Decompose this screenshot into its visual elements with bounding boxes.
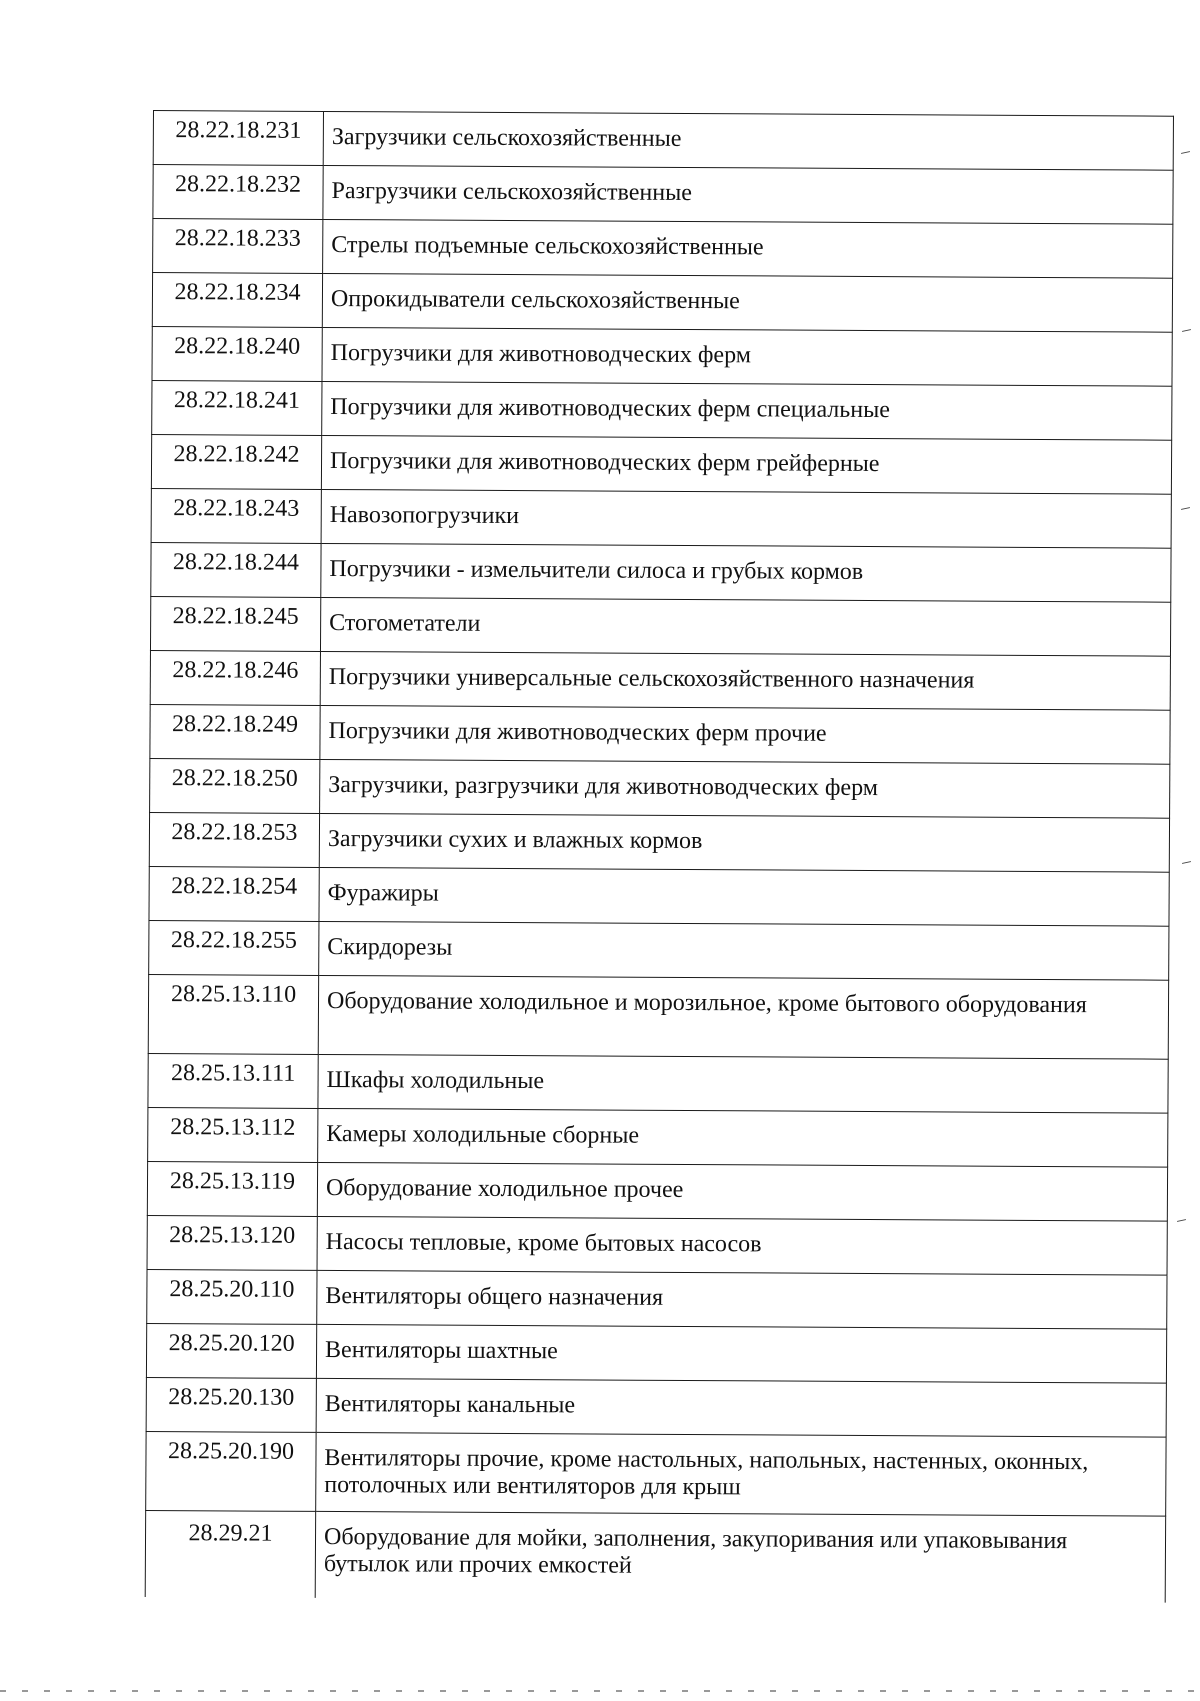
table-row <box>146 1377 1166 1437</box>
table-row <box>150 650 1170 710</box>
table-row <box>151 542 1171 602</box>
code-cell: 28.22.18.249 <box>150 704 320 759</box>
table-row <box>145 1510 1165 1602</box>
table-row <box>148 1053 1168 1113</box>
table-row <box>148 974 1168 1059</box>
table-row <box>149 866 1169 926</box>
name-cell: Оборудование холодильное и морозильное, кроме бытового оборудования <box>318 975 1168 1059</box>
classification-table <box>145 110 1174 1603</box>
table-row <box>151 434 1171 494</box>
name-cell: Загрузчики сухих и влажных кормов <box>319 813 1169 872</box>
code-cell: 28.22.18.244 <box>151 542 321 597</box>
name-cell: Загрузчики, разгрузчики для животноводческих ферм <box>320 759 1170 818</box>
table-row <box>153 219 1173 279</box>
table-row <box>151 488 1171 548</box>
table-row <box>150 704 1170 764</box>
table-row <box>146 1431 1166 1516</box>
name-cell: Вентиляторы общего назначения <box>317 1270 1167 1329</box>
name-cell: Погрузчики - измельчители силоса и грубых кормов <box>321 543 1171 602</box>
code-cell: 28.25.13.119 <box>147 1161 317 1216</box>
code-cell: 28.22.18.255 <box>149 920 319 975</box>
code-cell: 28.22.18.241 <box>152 380 322 435</box>
table-body <box>145 111 1173 1603</box>
name-cell: Погрузчики для животноводческих ферм грейферные <box>321 435 1171 494</box>
name-cell: Насосы тепловые, кроме бытовых насосов <box>317 1216 1167 1275</box>
table-row <box>152 273 1172 333</box>
code-cell: 28.25.20.130 <box>146 1377 316 1432</box>
code-cell: 28.22.18.234 <box>152 273 322 328</box>
name-cell: Вентиляторы шахтные <box>316 1324 1166 1383</box>
code-cell: 28.22.18.250 <box>150 758 320 813</box>
table-row <box>150 758 1170 818</box>
code-cell: 28.25.20.190 <box>146 1431 316 1511</box>
code-cell: 28.22.18.231 <box>153 111 323 166</box>
code-cell: 28.29.21 <box>145 1510 315 1597</box>
scan-bottom-noise <box>0 1690 1200 1692</box>
code-cell: 28.25.20.110 <box>147 1269 317 1324</box>
code-cell: 28.22.18.242 <box>151 434 321 489</box>
table-row <box>153 165 1173 225</box>
code-cell: 28.22.18.245 <box>150 596 320 651</box>
name-cell: Стогометатели <box>320 597 1170 656</box>
code-cell: 28.22.18.233 <box>153 219 323 274</box>
name-cell: Фуражиры <box>319 867 1169 926</box>
code-cell: 28.22.18.246 <box>150 650 320 705</box>
name-cell: Шкафы холодильные <box>318 1054 1168 1113</box>
name-cell: Разгрузчики сельскохозяйственные <box>323 165 1173 224</box>
name-cell: Камеры холодильные сборные <box>318 1108 1168 1167</box>
table-row <box>146 1323 1166 1383</box>
name-cell: Погрузчики для животноводческих ферм специальные <box>322 381 1172 440</box>
code-cell: 28.25.20.120 <box>146 1323 316 1378</box>
name-cell: Погрузчики для животноводческих ферм прочие <box>320 705 1170 764</box>
code-cell: 28.22.18.240 <box>152 326 322 381</box>
scan-edge-mark <box>1181 151 1190 154</box>
name-cell: Вентиляторы канальные <box>316 1378 1166 1437</box>
code-cell: 28.25.13.111 <box>148 1053 318 1108</box>
table-row <box>153 111 1173 171</box>
table-row <box>152 380 1172 440</box>
table-row <box>150 596 1170 656</box>
code-cell: 28.22.18.232 <box>153 165 323 220</box>
name-cell: Погрузчики универсальные сельскохозяйственного назначения <box>320 651 1170 710</box>
scan-edge-mark <box>1177 1219 1186 1222</box>
scan-edge-mark <box>1182 861 1191 864</box>
code-cell: 28.22.18.243 <box>151 488 321 543</box>
name-cell: Оборудование холодильное прочее <box>317 1162 1167 1221</box>
scan-edge-mark <box>1182 329 1191 332</box>
name-cell: Навозопогрузчики <box>321 489 1171 548</box>
name-cell: Скирдорезы <box>319 921 1169 980</box>
code-cell: 28.25.13.112 <box>148 1107 318 1162</box>
code-cell: 28.25.13.120 <box>147 1215 317 1270</box>
table-row <box>148 1107 1168 1167</box>
code-cell: 28.22.18.253 <box>149 812 319 867</box>
table-row <box>149 920 1169 980</box>
name-cell: Вентиляторы прочие, кроме настольных, напольных, настенных, оконных, потолочных или вентиляторов для крыш <box>316 1432 1166 1516</box>
scan-edge-mark <box>1181 507 1190 510</box>
table-row <box>147 1269 1167 1329</box>
code-cell: 28.25.13.110 <box>148 974 318 1054</box>
name-cell: Оборудование для мойки, заполнения, закупоривания или упаковывания бутылок или прочих емкостей <box>315 1511 1165 1602</box>
table-row <box>147 1161 1167 1221</box>
table-row <box>147 1215 1167 1275</box>
name-cell: Опрокидыватели сельскохозяйственные <box>322 273 1172 332</box>
table-row <box>149 812 1169 872</box>
code-cell: 28.22.18.254 <box>149 866 319 921</box>
name-cell: Погрузчики для животноводческих ферм <box>322 327 1172 386</box>
table-row <box>152 326 1172 386</box>
name-cell: Стрелы подъемные сельскохозяйственные <box>323 219 1173 278</box>
name-cell: Загрузчики сельскохозяйственные <box>323 111 1173 170</box>
